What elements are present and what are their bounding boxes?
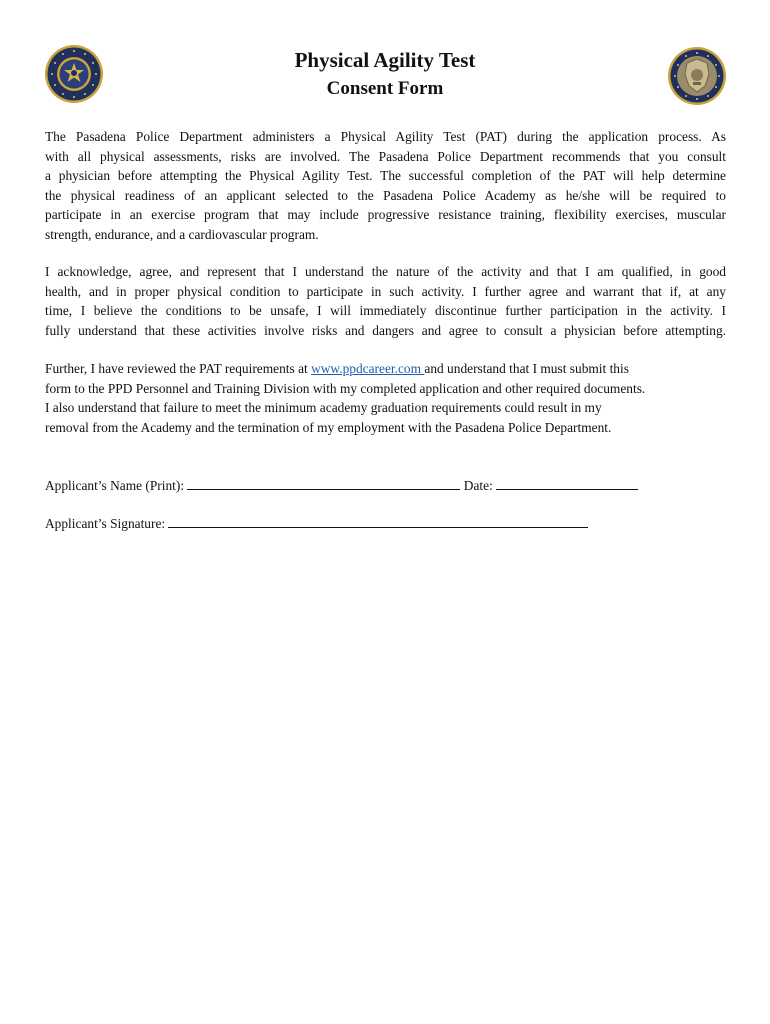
line-text: Further, I have reviewed the PAT requirements at xyxy=(45,361,312,376)
paragraph-line: the physical readiness of an applicant selected to the Pasadena Police Academy as he/she will be required to xyxy=(45,187,726,203)
acknowledgement-paragraph xyxy=(45,262,726,340)
paragraph-line: participate in an exercise program that may include progressive resistance training, flexibility exercises, muscular xyxy=(45,207,726,222)
name-date-row xyxy=(45,476,638,495)
paragraph-line: I also understand that failure to meet the minimum academy graduation requirements could result in my xyxy=(45,400,602,415)
paragraph-line: removal from the Academy and the termination of my employment with the Pasadena Police Department. xyxy=(45,419,612,435)
signature-row xyxy=(45,514,588,533)
applicant-signature-label: Applicant’s Signature: xyxy=(45,516,169,531)
form-subtitle: Consent Form xyxy=(326,78,444,99)
paragraph-line: fully understand that these activities involve risks and dangers and agree to consult a physician before attempting. xyxy=(45,322,726,338)
line-text: and understand that I must submit this xyxy=(424,361,629,376)
paragraph-line: strength, endurance, and a cardiovascular program. xyxy=(45,226,319,242)
paragraph-line: form to the PPD Personnel and Training Division with my completed application and other required documents. xyxy=(45,380,646,396)
paragraph-line: health, and in proper physical condition to participate in such activity. I further agree and warrant that if, at any xyxy=(45,283,726,299)
paragraph-line: a physician before attempting the Physical Agility Test. The successful completion of the PAT will help determine xyxy=(45,168,726,183)
requirements-paragraph xyxy=(45,359,726,437)
paragraph-line xyxy=(45,359,726,379)
ppdcareer-link[interactable]: www.ppdcareer.com xyxy=(311,361,425,376)
paragraph-line: time, I believe the conditions to be unsafe, I will immediately discontinue further participation in the activity. I xyxy=(45,303,726,318)
date-label: Date: xyxy=(460,478,497,493)
applicant-signature-field[interactable] xyxy=(168,514,588,528)
form-title: Physical Agility Test xyxy=(294,48,476,72)
applicant-name-label: Applicant’s Name (Print): xyxy=(45,478,188,493)
intro-paragraph xyxy=(45,127,726,244)
paragraph-line: I acknowledge, agree, and represent that I understand the nature of the activity and that I am qualified, in good xyxy=(45,264,726,279)
paragraph-line: The Pasadena Police Department administers a Physical Agility Test (PAT) during the application process. As xyxy=(45,129,726,144)
paragraph-line: with all physical assessments, risks are involved. The Pasadena Police Department recommends that you consult xyxy=(45,148,726,164)
applicant-name-field[interactable] xyxy=(187,476,460,490)
date-field[interactable] xyxy=(496,476,638,490)
